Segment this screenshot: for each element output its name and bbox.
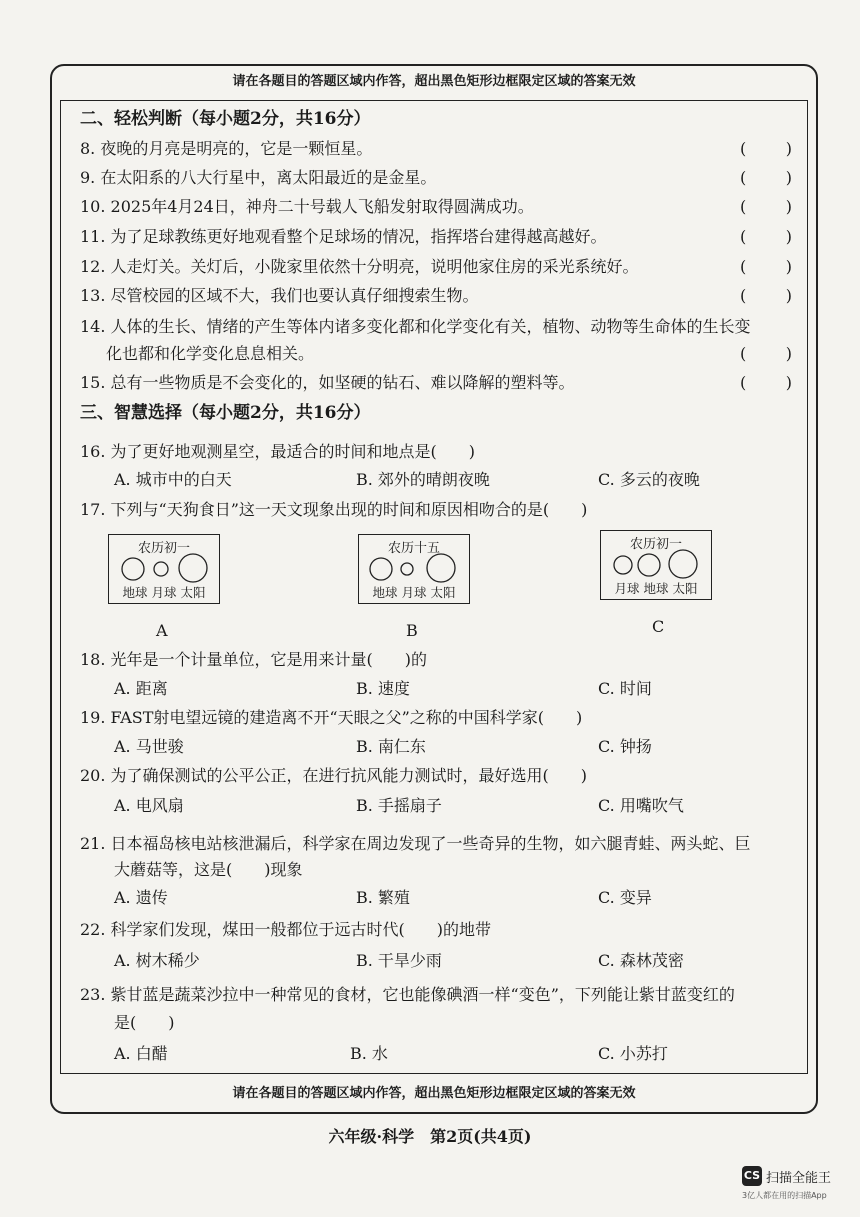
answer-paren-13[interactable]: ( ) bbox=[740, 286, 792, 305]
judge-item-14: 14. 人体的生长、情绪的产生等体内诸多变化都和化学变化有关，植物、动物等生命体的生长变 bbox=[80, 317, 751, 336]
cs-logo-icon: CS bbox=[742, 1166, 762, 1186]
page-footer: 六年级·科学 第2页(共4页) bbox=[328, 1127, 532, 1146]
moon-circle bbox=[154, 562, 168, 576]
bottom-notice: 请在各题目的答题区域内作答，超出黑色矩形边框限定区域的答案无效 bbox=[232, 1086, 636, 1101]
moon-circle bbox=[401, 563, 413, 575]
q20-option-b[interactable]: B. 手摇扇子 bbox=[356, 796, 442, 815]
question-19: 19. FAST射电望远镜的建造离不开“天眼之父”之称的中国科学家( ) bbox=[80, 708, 583, 727]
sun-circle bbox=[669, 550, 697, 578]
q18-option-a[interactable]: A. 距离 bbox=[114, 679, 168, 698]
q22-option-c[interactable]: C. 森林茂密 bbox=[598, 951, 684, 970]
judge-item-9: 9. 在太阳系的八大行星中，离太阳最近的是金星。 bbox=[80, 168, 437, 187]
earth-circle bbox=[638, 554, 660, 576]
answer-paren-9[interactable]: ( ) bbox=[740, 168, 792, 187]
diagram-a-bodies bbox=[109, 553, 219, 585]
answer-paren-12[interactable]: ( ) bbox=[740, 257, 792, 276]
section2-title: 二、轻松判断（每小题2分，共16分） bbox=[80, 109, 371, 129]
watermark-tagline: 3亿人都在用的扫描App bbox=[742, 1191, 827, 1200]
q16-option-c[interactable]: C. 多云的夜晚 bbox=[598, 470, 700, 489]
watermark-brand: 扫描全能王 bbox=[766, 1170, 832, 1186]
diagram-c-caption: 农历初一 bbox=[629, 537, 682, 552]
q23-option-c[interactable]: C. 小苏打 bbox=[598, 1044, 668, 1063]
q20-option-a[interactable]: A. 电风扇 bbox=[114, 796, 184, 815]
question-22: 22. 科学家们发现，煤田一般都位于远古时代( )的地带 bbox=[80, 920, 492, 939]
q22-option-a[interactable]: A. 树木稀少 bbox=[114, 951, 200, 970]
diagram-a-letter: A bbox=[156, 621, 168, 640]
question-23: 23. 紫甘蓝是蔬菜沙拉中一种常见的食材，它也能像碘酒一样“变色”，下列能让紫甘蓝变红的 bbox=[80, 985, 735, 1004]
question-20: 20. 为了确保测试的公平公正，在进行抗风能力测试时，最好选用( ) bbox=[80, 766, 588, 785]
diagram-c-label: 月球 地球 太阳 bbox=[614, 581, 698, 596]
scanner-watermark bbox=[742, 1166, 832, 1200]
answer-paren-11[interactable]: ( ) bbox=[740, 227, 792, 246]
question-23-cont: 是( ) bbox=[114, 1013, 175, 1032]
q19-option-a[interactable]: A. 马世骏 bbox=[114, 737, 184, 756]
top-notice: 请在各题目的答题区域内作答，超出黑色矩形边框限定区域的答案无效 bbox=[232, 74, 636, 89]
q19-option-b[interactable]: B. 南仁东 bbox=[356, 737, 426, 756]
diagram-b-bodies bbox=[359, 553, 469, 585]
question-17: 17. 下列与“天狗食日”这一天文现象出现的时间和原因相吻合的是( ) bbox=[80, 500, 588, 519]
diagram-b[interactable] bbox=[358, 534, 470, 604]
q21-option-b[interactable]: B. 繁殖 bbox=[356, 888, 410, 907]
q22-option-b[interactable]: B. 干旱少雨 bbox=[356, 951, 442, 970]
diagram-b-label: 地球 月球 太阳 bbox=[372, 585, 456, 600]
section3-title: 三、智慧选择（每小题2分，共16分） bbox=[80, 403, 371, 423]
diagram-b-letter: B bbox=[406, 621, 418, 640]
answer-paren-15[interactable]: ( ) bbox=[740, 373, 792, 392]
earth-circle bbox=[370, 558, 392, 580]
diagram-c-bodies bbox=[601, 549, 711, 581]
moon-circle bbox=[614, 556, 632, 574]
diagram-c[interactable] bbox=[600, 530, 712, 600]
q19-option-c[interactable]: C. 钟扬 bbox=[598, 737, 652, 756]
sun-circle bbox=[179, 554, 207, 582]
diagram-a[interactable] bbox=[108, 534, 220, 604]
diagram-a-label: 地球 月球 太阳 bbox=[122, 585, 206, 600]
answer-paren-10[interactable]: ( ) bbox=[740, 197, 792, 216]
judge-item-14-cont: 化也都和化学变化息息相关。 bbox=[106, 344, 315, 363]
judge-item-11: 11. 为了足球教练更好地观看整个足球场的情况，指挥塔台建得越高越好。 bbox=[80, 227, 607, 246]
judge-item-12: 12. 人走灯关。关灯后，小陇家里依然十分明亮，说明他家住房的采光系统好。 bbox=[80, 257, 639, 276]
question-21: 21. 日本福岛核电站核泄漏后，科学家在周边发现了一些奇异的生物，如六腿青蛙、两头蛇、巨 bbox=[80, 834, 751, 853]
question-16: 16. 为了更好地观测星空，最适合的时间和地点是( ) bbox=[80, 442, 476, 461]
earth-circle bbox=[122, 558, 144, 580]
diagram-b-caption: 农历十五 bbox=[387, 541, 440, 556]
q21-option-c[interactable]: C. 变异 bbox=[598, 888, 652, 907]
judge-item-13: 13. 尽管校园的区域不大，我们也要认真仔细搜索生物。 bbox=[80, 286, 479, 305]
judge-item-15: 15. 总有一些物质是不会变化的，如坚硬的钻石、难以降解的塑料等。 bbox=[80, 373, 575, 392]
q18-option-b[interactable]: B. 速度 bbox=[356, 679, 410, 698]
answer-paren-14[interactable]: ( ) bbox=[740, 344, 792, 363]
judge-item-8: 8. 夜晚的月亮是明亮的，它是一颗恒星。 bbox=[80, 139, 373, 158]
q23-option-b[interactable]: B. 水 bbox=[350, 1044, 388, 1063]
answer-sheet bbox=[50, 64, 818, 1114]
judge-item-10: 10. 2025年4月24日，神舟二十号载人飞船发射取得圆满成功。 bbox=[80, 197, 534, 216]
question-21-cont: 大蘑菇等，这是( )现象 bbox=[114, 860, 303, 879]
q20-option-c[interactable]: C. 用嘴吹气 bbox=[598, 796, 684, 815]
q16-option-a[interactable]: A. 城市中的白天 bbox=[114, 470, 232, 489]
diagram-a-caption: 农历初一 bbox=[137, 541, 190, 556]
sun-circle bbox=[427, 554, 455, 582]
question-18: 18. 光年是一个计量单位，它是用来计量( )的 bbox=[80, 650, 428, 669]
q21-option-a[interactable]: A. 遗传 bbox=[114, 888, 168, 907]
q18-option-c[interactable]: C. 时间 bbox=[598, 679, 652, 698]
q16-option-b[interactable]: B. 郊外的晴朗夜晚 bbox=[356, 470, 490, 489]
q23-option-a[interactable]: A. 白醋 bbox=[114, 1044, 168, 1063]
diagram-c-letter: C bbox=[652, 617, 665, 636]
answer-paren-8[interactable]: ( ) bbox=[740, 139, 792, 158]
